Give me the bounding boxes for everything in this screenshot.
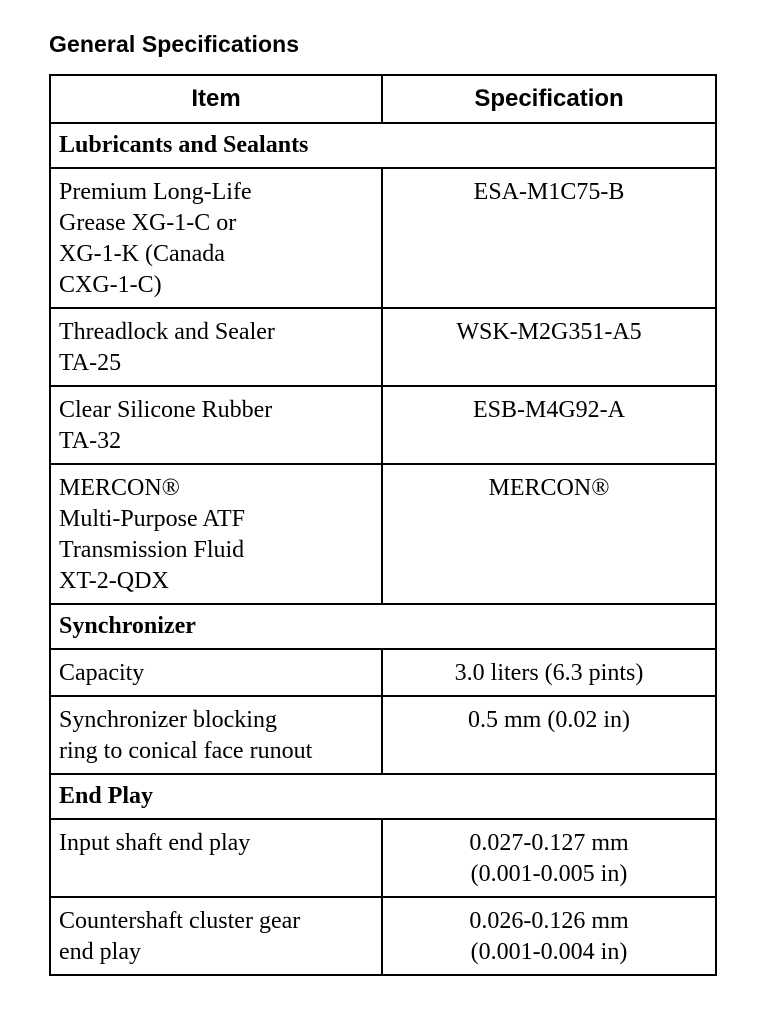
item-text-line: ring to conical face runout — [59, 738, 313, 764]
specification-text-line: ESB-M4G92-A — [472, 397, 625, 423]
specification-text-line: WSK-M2G351-A5 — [456, 319, 642, 345]
item-cell — [50, 819, 382, 897]
item-text-line: end play — [59, 939, 141, 965]
item-text-line: Multi-Purpose ATF — [59, 506, 246, 532]
column-header-specification: Specification — [382, 75, 716, 123]
specification-text-line: ESA-M1C75-B — [473, 179, 625, 205]
table-body — [50, 123, 716, 975]
table-row — [50, 386, 716, 464]
item-text-line: Premium Long-Life — [59, 179, 252, 205]
section-row — [50, 604, 716, 649]
page-title: General Specifications — [49, 31, 300, 57]
section-row — [50, 774, 716, 819]
section-heading: Lubricants and Sealants — [50, 123, 716, 168]
item-cell — [50, 464, 382, 604]
column-header-item: Item — [50, 75, 382, 123]
item-text-line: XG-1-K (Canada — [59, 241, 225, 267]
section-row — [50, 123, 716, 168]
item-text-line: Countershaft cluster gear — [59, 908, 301, 934]
specification-cell — [382, 464, 716, 604]
section-heading: End Play — [50, 774, 716, 819]
section-heading: Synchronizer — [50, 604, 716, 649]
specification-text-line: (0.001-0.005 in) — [470, 861, 628, 887]
table-row — [50, 819, 716, 897]
item-text-line: XT-2-QDX — [59, 568, 169, 594]
item-text-line: Capacity — [59, 660, 145, 686]
item-cell — [50, 168, 382, 308]
item-text-line: TA-32 — [59, 428, 122, 454]
specification-text-line: 0.026-0.126 mm — [469, 908, 629, 934]
specification-cell — [382, 386, 716, 464]
item-text-line: MERCON® — [59, 475, 180, 501]
specification-cell — [382, 168, 716, 308]
item-cell — [50, 386, 382, 464]
item-text-line: CXG-1-C) — [59, 272, 162, 298]
table-row — [50, 308, 716, 386]
item-text-line: Input shaft end play — [59, 830, 251, 856]
item-text-line: Synchronizer blocking — [59, 707, 277, 733]
specification-text-line: MERCON® — [488, 475, 610, 501]
table-header-row — [50, 75, 716, 123]
specifications-table — [49, 74, 717, 976]
item-cell — [50, 649, 382, 696]
item-cell — [50, 897, 382, 975]
item-cell — [50, 696, 382, 774]
item-text-line: TA-25 — [59, 350, 122, 376]
specification-cell — [382, 897, 716, 975]
item-text-line: Clear Silicone Rubber — [59, 397, 273, 423]
table-row — [50, 696, 716, 774]
item-text-line: Transmission Fluid — [59, 537, 245, 563]
item-text-line: Threadlock and Sealer — [59, 319, 275, 345]
specification-cell — [382, 308, 716, 386]
table-row — [50, 168, 716, 308]
specification-text-line: 3.0 liters (6.3 pints) — [454, 660, 644, 686]
table-row — [50, 897, 716, 975]
table-row — [50, 649, 716, 696]
specification-text-line: (0.001-0.004 in) — [470, 939, 628, 965]
item-cell — [50, 308, 382, 386]
specification-text-line: 0.5 mm (0.02 in) — [468, 707, 630, 733]
specification-cell — [382, 819, 716, 897]
specification-cell — [382, 649, 716, 696]
item-text-line: Grease XG-1-C or — [59, 210, 237, 236]
table-row — [50, 464, 716, 604]
specification-cell — [382, 696, 716, 774]
specification-text-line: 0.027-0.127 mm — [469, 830, 629, 856]
